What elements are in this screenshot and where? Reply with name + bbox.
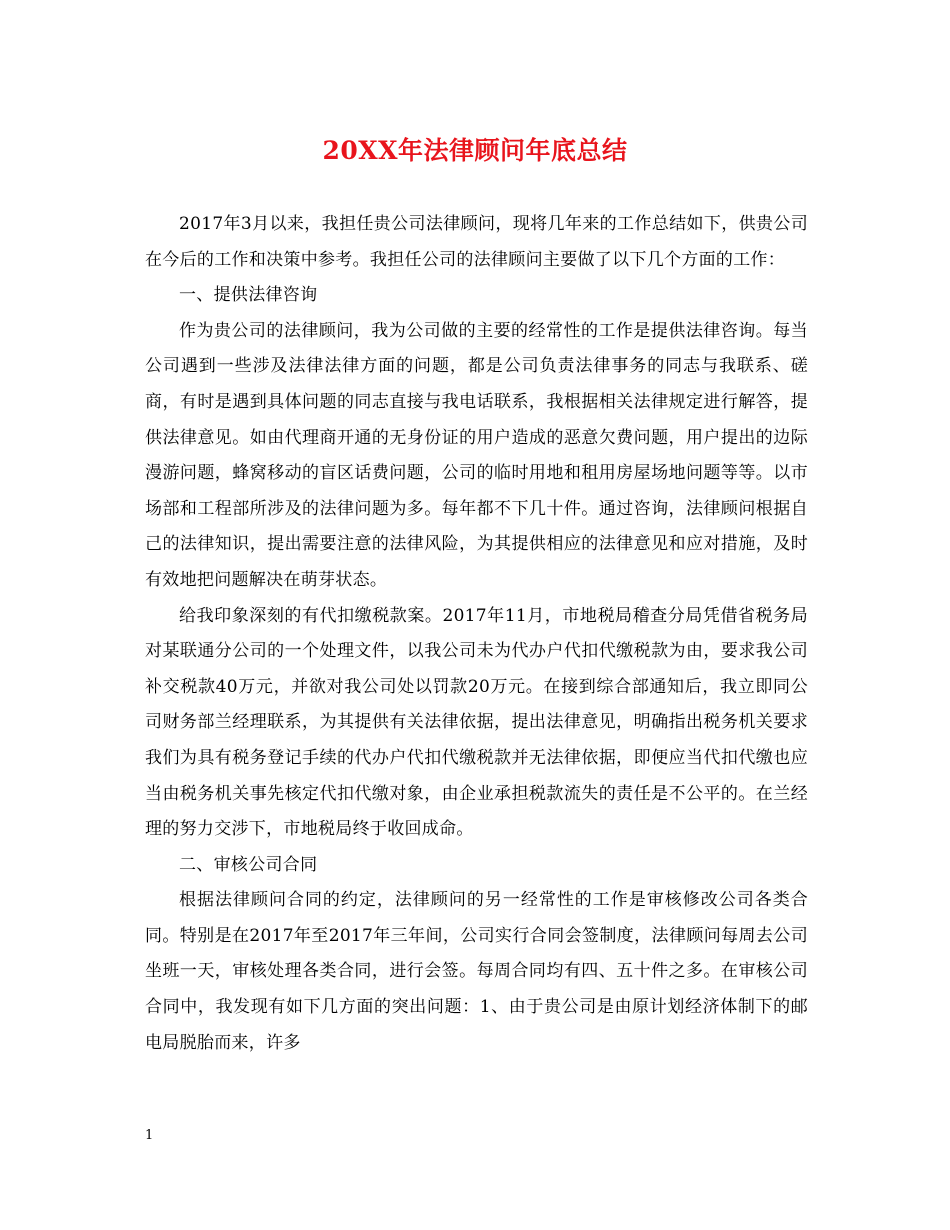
page-number: 1 [145,1128,154,1143]
paragraph-contract-review: 根据法律顾问合同的约定，法律顾问的另一经常性的工作是审核修改公司各类合同。特别是在2017年至2017年三年间，公司实行合同会签制度，法律顾问每周去公司坐班一天，审核处理各类合同，进行会签。每周合同均有四、五十件之多。在审核公司合同中，我发现有如下几方面的突出问题：1、由于贵公司是由原计划经济体制下的邮电局脱胎而来，许多 [145,890,808,1053]
section-heading-contract-review: 二、审核公司合同 [179,854,318,875]
paragraph-legal-consultation: 作为贵公司的法律顾问，我为公司做的主要的经常性的工作是提供法律咨询。每当公司遇到一些涉及法律法律方面的问题，都是公司负责法律事务的同志与我联系、磋商，有时是遇到具体问题的同志直接与我电话联系，我根据相关法律规定进行解答，提供法律意见。如由代理商开通的无身份证的用户造成的恶意欠费问题，用户提出的边际漫游问题，蜂窝移动的盲区话费问题，公司的临时用地和租用房屋场地问题等等。以市场部和工程部所涉及的法律问题为多。每年都不下几十件。通过咨询，法律顾问根据自己的法律知识，提出需要注意的法律风险，为其提供相应的法律意见和应对措施，及时有效地把问题解决在萌芽状态。 [145,320,808,590]
document-title: 20XX年法律顾问年底总结 [322,136,628,165]
document-body [145,207,808,1061]
paragraph-tax-case: 给我印象深刻的有代扣缴税款案。2017年11月，市地税局稽查分局凭借省税务局对某联通分公司的一个处理文件，以我公司未为代办户代扣代缴税款为由，要求我公司补交税款40万元，并欲对我公司处以罚款20万元。在接到综合部通知后，我立即同公司财务部兰经理联系，为其提供有关法律依据，提出法律意见，明确指出税务机关要求我们为具有税务登记手续的代办户代扣代缴税款并无法律依据，即便应当代扣代缴也应当由税务机关事先核定代扣代缴对象，由企业承担税款流失的责任是不公平的。在兰经理的努力交涉下，市地税局终于收回成命。 [145,605,808,840]
paragraph-intro: 2017年3月以来，我担任贵公司法律顾问，现将几年来的工作总结如下，供贵公司在今后的工作和决策中参考。我担任公司的法律顾问主要做了以下几个方面的工作： [145,214,808,270]
section-heading-legal-consultation: 一、提供法律咨询 [179,285,318,306]
